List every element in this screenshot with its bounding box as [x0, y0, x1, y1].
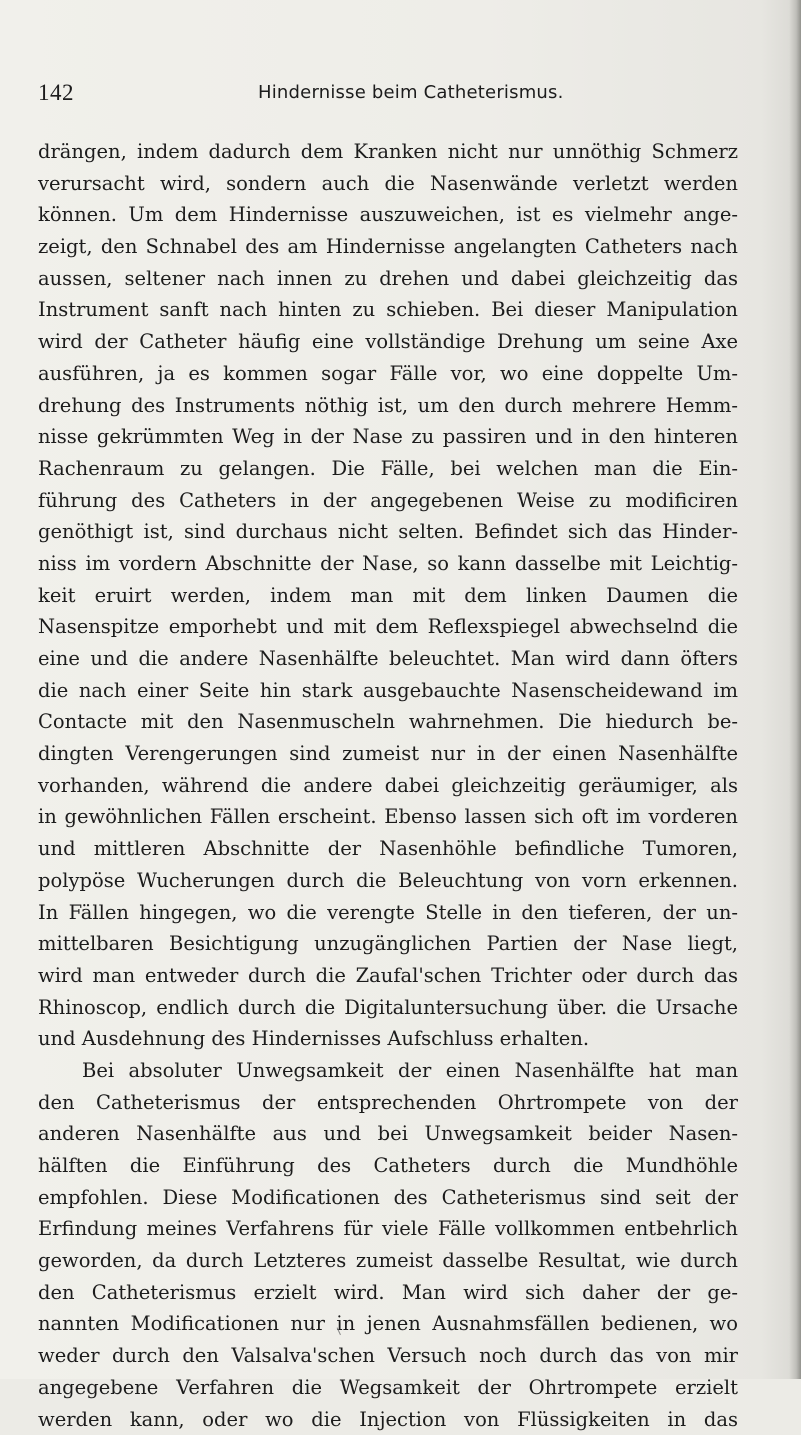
paragraph-end-line: und Ausdehnung des Hindernisses Aufschluss erhalten. [38, 1023, 738, 1055]
text-line: dingten Verengerungen sind zumeist nur in der einen Nasenhälfte [38, 738, 738, 770]
text-line: Instrument sanft nach hinten zu schieben. Bei dieser Manipulation [38, 294, 738, 326]
text-line: werden kann, oder wo die Injection von Flüssigkeiten in das [38, 1404, 738, 1435]
text-line: den Catheterismus der entsprechenden Ohrtrompete von der [38, 1087, 738, 1119]
text-line: keit eruirt werden, indem man mit dem linken Daumen die [38, 580, 738, 612]
text-line: niss im vordern Abschnitte der Nase, so kann dasselbe mit Leichtig- [38, 548, 738, 580]
text-line: Nasenspitze emporhebt und mit dem Reflexspiegel abwechselnd die [38, 611, 738, 643]
paragraph-start-line: Bei absoluter Unwegsamkeit der einen Nasenhälfte hat man [38, 1055, 738, 1087]
text-line: Contacte mit den Nasenmuscheln wahrnehmen. Die hiedurch be- [38, 706, 738, 738]
text-line: die nach einer Seite hin stark ausgebauchte Nasenscheidewand im [38, 675, 738, 707]
text-line: drängen, indem dadurch dem Kranken nicht nur unnöthig Schmerz [38, 136, 738, 168]
text-line: den Catheterismus erzielt wird. Man wird sich daher der ge- [38, 1277, 738, 1309]
page-number: 142 [38, 80, 74, 106]
text-line: nannten Modificationen nur in jenen Ausnahmsfällen bedienen, wo [38, 1308, 738, 1340]
body-text [38, 136, 738, 1435]
text-line: Rachenraum zu gelangen. Die Fälle, bei welchen man die Ein- [38, 453, 738, 485]
text-line: drehung des Instruments nöthig ist, um den durch mehrere Hemm- [38, 390, 738, 422]
text-line: aussen, seltener nach innen zu drehen und dabei gleichzeitig das [38, 263, 738, 295]
text-line: In Fällen hingegen, wo die verengte Stelle in den tieferen, der un- [38, 897, 738, 929]
text-line: mittelbaren Besichtigung unzugänglichen Partien der Nase liegt, [38, 928, 738, 960]
text-line: genöthigt ist, sind durchaus nicht selten. Befindet sich das Hinder- [38, 516, 738, 548]
text-line: Rhinoscop, endlich durch die Digitaluntersuchung über. die Ursache [38, 992, 738, 1024]
text-line: anderen Nasenhälfte aus und bei Unwegsamkeit beider Nasen- [38, 1118, 738, 1150]
text-line: können. Um dem Hindernisse auszuweichen, ist es vielmehr ange- [38, 199, 738, 231]
text-line: angegebene Verfahren die Wegsamkeit der Ohrtrompete erzielt [38, 1372, 738, 1404]
text-line: weder durch den Valsalva'schen Versuch noch durch das von mir [38, 1340, 738, 1372]
text-line: wird man entweder durch die Zaufal'schen Trichter oder durch das [38, 960, 738, 992]
text-line: wird der Catheter häufig eine vollständige Drehung um seine Axe [38, 326, 738, 358]
text-line: verursacht wird, sondern auch die Nasenwände verletzt werden [38, 168, 738, 200]
text-line: eine und die andere Nasenhälfte beleuchtet. Man wird dann öfters [38, 643, 738, 675]
text-line: hälften die Einführung des Catheters durch die Mundhöhle [38, 1150, 738, 1182]
text-line: polypöse Wucherungen durch die Beleuchtung von vorn erkennen. [38, 865, 738, 897]
text-line: vorhanden, während die andere dabei gleichzeitig geräumiger, als [38, 770, 738, 802]
text-line: geworden, da durch Letzteres zumeist dasselbe Resultat, wie durch [38, 1245, 738, 1277]
text-line: empfohlen. Diese Modificationen des Catheterismus sind seit der [38, 1182, 738, 1214]
text-line: nisse gekrümmten Weg in der Nase zu passiren und in den hinteren [38, 421, 738, 453]
text-line: und mittleren Abschnitte der Nasenhöhle befindliche Tumoren, [38, 833, 738, 865]
text-line: Erfindung meines Verfahrens für viele Fälle vollkommen entbehrlich [38, 1213, 738, 1245]
running-title: Hindernisse beim Catheterismus. [258, 82, 564, 103]
text-line: zeigt, den Schnabel des am Hindernisse angelangten Catheters nach [38, 231, 738, 263]
page-edge-shadow [789, 0, 801, 1379]
text-line: in gewöhnlichen Fällen erscheint. Ebenso lassen sich oft im vorderen [38, 801, 738, 833]
text-line: führung des Catheters in der angegebenen Weise zu modificiren [38, 485, 738, 517]
page-header [38, 76, 778, 116]
text-line: ausführen, ja es kommen sogar Fälle vor, wo eine doppelte Um- [38, 358, 738, 390]
